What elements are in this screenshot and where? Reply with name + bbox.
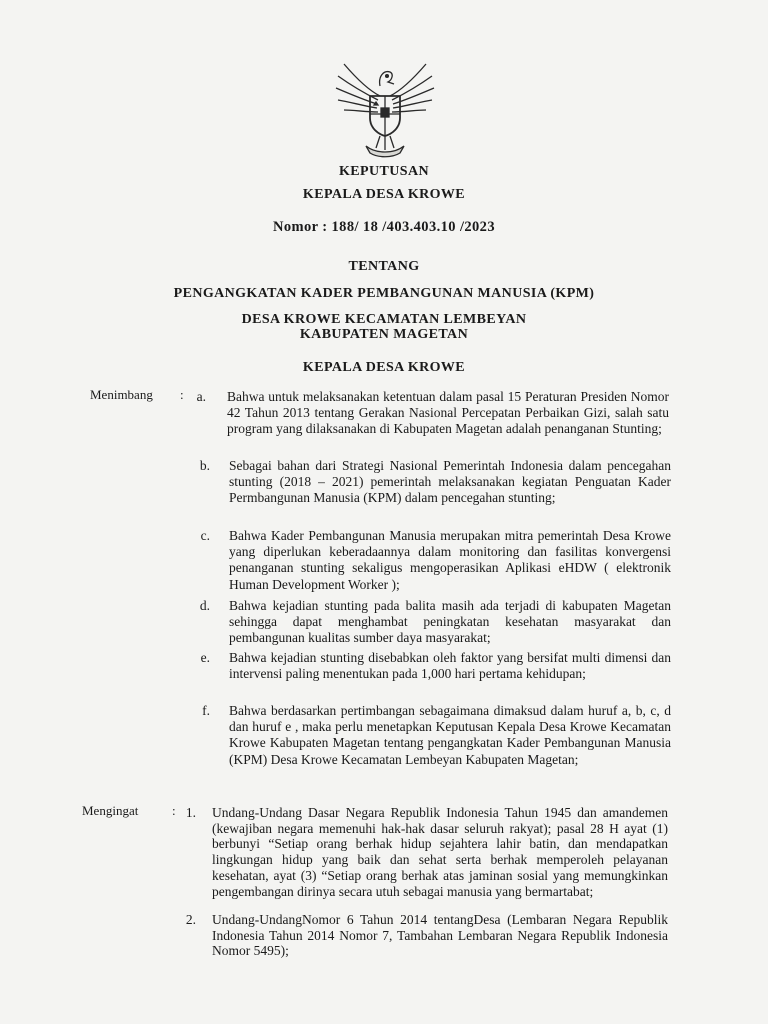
menimbang-marker-e: e. [200,650,210,665]
menimbang-item-a: Bahwa untuk melaksanakan ketentuan dalam pasal 15 Peraturan Presiden Nomor 42 Tahun 2013 tentang Gerakan Nasional Percepatan Perbaikan Gizi, salah satu program yang dilaksanakan di Kabupaten Magetan adalah penanganan Stunting; [227,389,669,437]
menimbang-item-f: Bahwa berdasarkan pertimbangan sebagaimana dimaksud dalam huruf a, b, c, d dan huruf e , maka perlu menetapkan Keputusan Kepala Desa Krowe Kecamatan Krowe Kabupaten Magetan tentang pengangkatan Kader Pembangunan Manusia (KPM) Desa Krowe Kecamatan Lembeyan Kabupaten Magetan; [229,703,671,767]
signatory-title: KEPALA DESA KROWE [302,360,466,375]
menimbang-marker-f: f. [202,703,210,718]
decree-title: KEPUTUSAN [339,164,429,179]
mengingat-item-1: Undang-Undang Dasar Negara Republik Indonesia Tahun 1945 dan amandemen (kewajiban negara memenuhi hak-hak dasar seluruh rakyat); pasal 28 H ayat (1) berbunyi “Setiap orang berhak hidup sejahtera lahir batin, dan mendapatkan lingkungan hidup yang baik dan sehat serta berhak memperoleh pelayanan kesehatan, ayat (3) “Setiap orang berhak atas jaminan sosial yang memungkinkan pengembangan dirinya secara utuh sebagai manusia yang bermartabat; [212,805,668,899]
decree-subject: PENGANGKATAN KADER PEMBANGUNAN MANUSIA (KPM) [173,286,595,301]
menimbang-label: Menimbang [90,387,153,402]
menimbang-item-d: Bahwa kejadian stunting pada balita masih ada terjadi di kabupaten Magetan sehingga dapat menghambat peningkatan kesehatan masyarakat dan pembangunan kualitas sumber daya masyarakat; [229,598,671,646]
menimbang-marker-a: a. [196,389,206,404]
menimbang-colon: : [180,387,184,402]
menimbang-marker-c: c. [200,528,210,543]
mengingat-marker-2: 2. [185,912,196,927]
garuda-emblem [330,56,440,160]
menimbang-marker-d: d. [199,598,210,613]
location-line-2: KABUPATEN MAGETAN [299,327,469,342]
menimbang-item-b: Sebagai bahan dari Strategi Nasional Pemerintah Indonesia dalam pencegahan stunting (2018 – 2021) pemerintah melaksanakan kegiatan Penguatan Kader Permbangunan Manusia (KPM) dalam pencegahan stunting; [229,458,671,506]
mengingat-label: Mengingat [82,803,139,818]
menimbang-item-c: Bahwa Kader Pembangunan Manusia merupakan mitra pemerintah Desa Krowe yang diperlukan keberadaannya dalam monitoring dan fasilitas konvergensi penanganan stunting sekaligus mengoperasikan Aplikasi eHDW ( elektronik Human Development Worker ); [229,528,671,592]
mengingat-item-2: Undang-UndangNomor 6 Tahun 2014 tentangDesa (Lembaran Negara Republik Indonesia Tahun 2014 Nomor 7, Tambahan Lembaran Negara Republik Indonesia Nomor 5495); [212,912,668,959]
about-label: TENTANG [348,259,420,274]
menimbang-marker-b: b. [199,458,210,473]
decree-number: Nomor : 188/ 18 /403.403.10 /2023 [273,219,495,235]
issuer-title: KEPALA DESA KROWE [302,187,466,202]
mengingat-marker-1: 1. [185,805,196,820]
location-line-1: DESA KROWE KECAMATAN LEMBEYAN [241,312,527,327]
menimbang-item-e: Bahwa kejadian stunting disebabkan oleh faktor yang bersifat multi dimensi dan intervensi paling menentukan pada 1,000 hari pertama kehidupan; [229,650,671,682]
mengingat-colon: : [172,803,176,818]
